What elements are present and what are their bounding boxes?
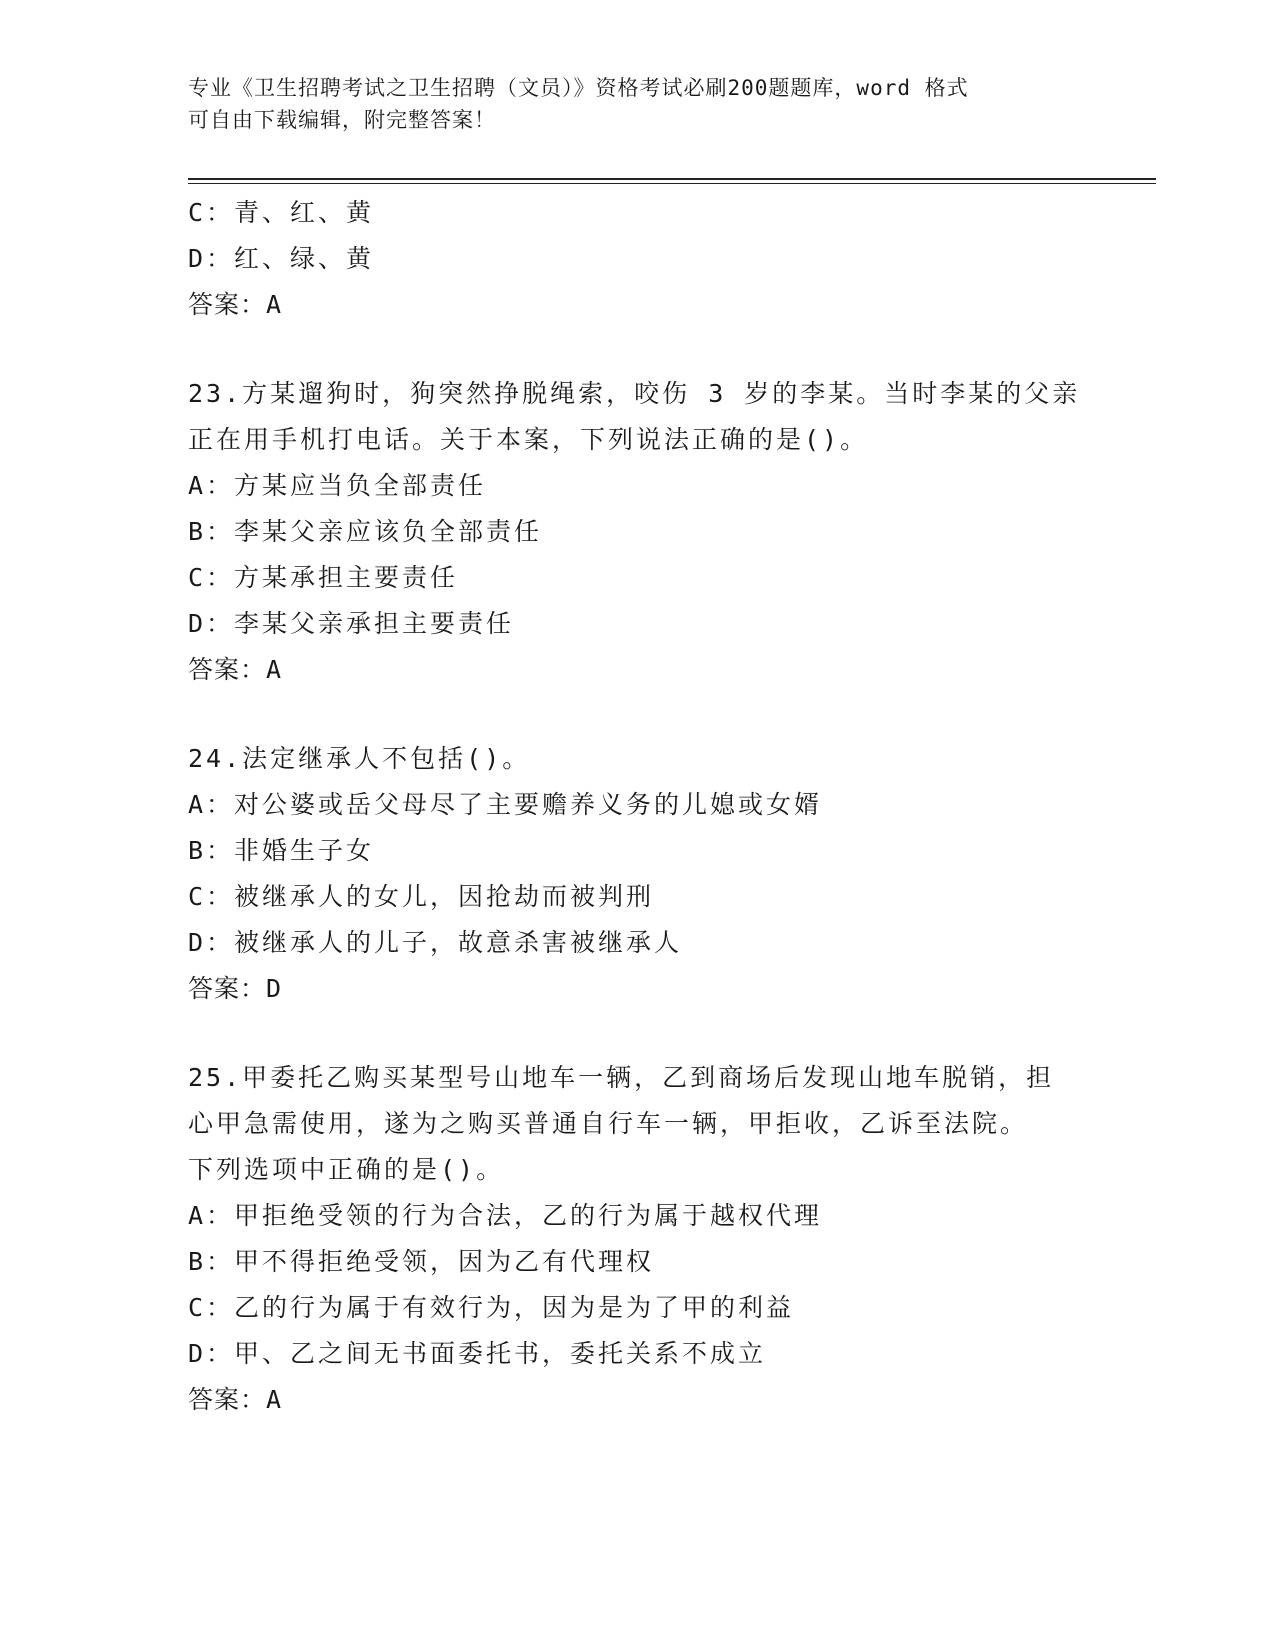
option-c: C：被继承人的女儿，因抢劫而被判刑 bbox=[188, 882, 655, 911]
header-line-1: 专业《卫生招聘考试之卫生招聘（文员）》资格考试必刷200题题库，word 格式 bbox=[188, 76, 969, 100]
option-c: C：方某承担主要责任 bbox=[188, 563, 459, 592]
question-stem: 心甲急需使用，遂为之购买普通自行车一辆，甲拒收，乙诉至法院。 bbox=[188, 1109, 1029, 1138]
question-stem: 24.法定继承人不包括()。 bbox=[188, 744, 531, 773]
question-list bbox=[188, 190, 1088, 1423]
header-rule-thick bbox=[188, 178, 1156, 180]
option-b: B：非婚生子女 bbox=[188, 836, 375, 865]
option-a: A：甲拒绝受领的行为合法，乙的行为属于越权代理 bbox=[188, 1201, 823, 1230]
question-stem: 25.甲委托乙购买某型号山地车一辆，乙到商场后发现山地车脱销，担 bbox=[188, 1063, 1055, 1092]
question-block-22-continued bbox=[188, 190, 1088, 328]
option-a: A：对公婆或岳父母尽了主要赡养义务的儿媳或女婿 bbox=[188, 790, 823, 819]
option-b: B：甲不得拒绝受领，因为乙有代理权 bbox=[188, 1247, 655, 1276]
answer-line: 答案：A bbox=[188, 655, 283, 684]
question-block-24 bbox=[188, 736, 1088, 1012]
option-c: C：青、红、黄 bbox=[188, 198, 375, 227]
option-a: A：方某应当负全部责任 bbox=[188, 471, 487, 500]
document-header bbox=[188, 72, 1088, 136]
question-stem: 正在用手机打电话。关于本案，下列说法正确的是()。 bbox=[188, 425, 869, 454]
option-d: D：李某父亲承担主要责任 bbox=[188, 609, 515, 638]
spacer bbox=[188, 693, 1088, 736]
option-d: D：红、绿、黄 bbox=[188, 244, 375, 273]
question-stem: 下列选项中正确的是()。 bbox=[188, 1155, 505, 1184]
header-rule-thin bbox=[188, 183, 1156, 184]
spacer bbox=[188, 328, 1088, 371]
option-c: C：乙的行为属于有效行为，因为是为了甲的利益 bbox=[188, 1293, 795, 1322]
header-line-2: 可自由下载编辑，附完整答案！ bbox=[188, 108, 496, 132]
option-d: D：甲、乙之间无书面委托书，委托关系不成立 bbox=[188, 1339, 767, 1368]
question-block-25 bbox=[188, 1055, 1088, 1423]
question-stem: 23.方某遛狗时，狗突然挣脱绳索，咬伤 3 岁的李某。当时李某的父亲 bbox=[188, 379, 1081, 408]
answer-line: 答案：A bbox=[188, 1385, 283, 1414]
option-d: D：被继承人的儿子，故意杀害被继承人 bbox=[188, 928, 683, 957]
question-block-23 bbox=[188, 371, 1088, 693]
answer-line: 答案：D bbox=[188, 974, 283, 1003]
option-b: B：李某父亲应该负全部责任 bbox=[188, 517, 543, 546]
answer-line: 答案：A bbox=[188, 290, 283, 319]
spacer bbox=[188, 1012, 1088, 1055]
